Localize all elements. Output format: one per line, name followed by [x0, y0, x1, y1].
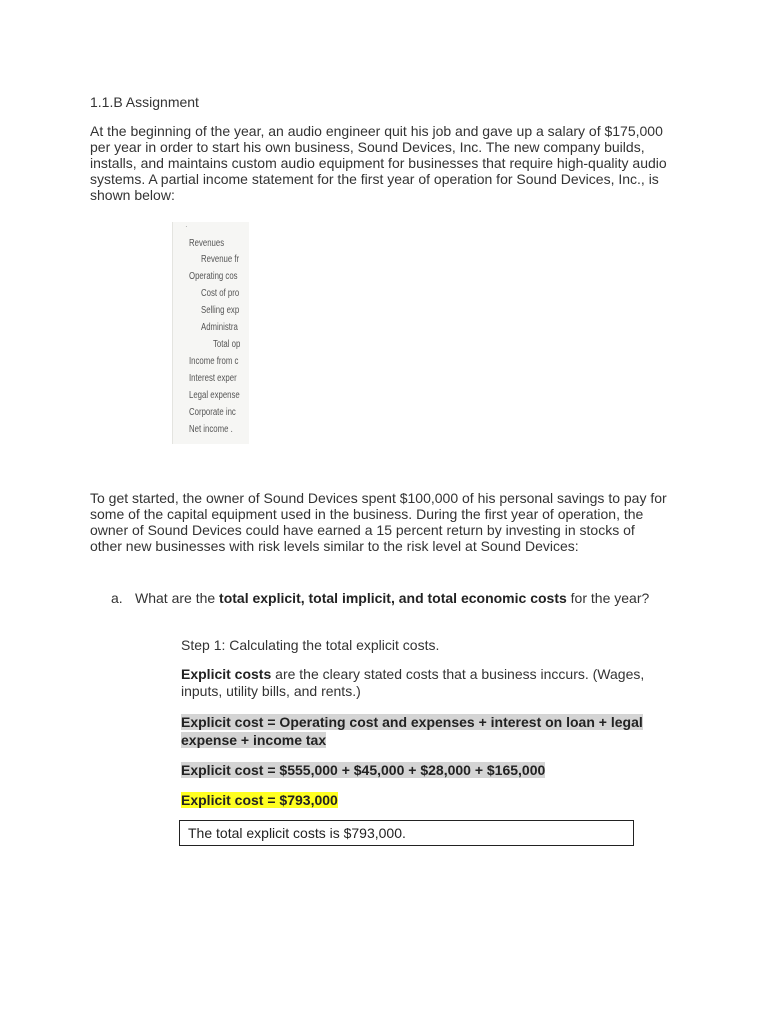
formula-result: Explicit cost = $793,000 — [181, 792, 338, 808]
statement-line: Revenues — [189, 238, 225, 249]
income-statement-image: · Revenues Revenue fr Operating cos Cost of pro Selling exp Administra Total op Income from c Interest exper Legal expense Corporate inc Net income . — [172, 222, 249, 444]
formula-general: Explicit cost = Operating cost and expenses + interest on loan + legal expense + income tax — [181, 714, 643, 748]
statement-line: Income from c — [189, 356, 239, 367]
context-paragraph: To get started, the owner of Sound Devices spent $100,000 of his personal savings to pay for some of the capital equipment used in the business. During the first year of operation, the owner of Sound Devices could have earned a 15 percent return by investing in stocks of other new businesses with risk levels similar to the risk level at Sound Devices: — [90, 490, 667, 554]
definition-term: Explicit costs — [181, 666, 272, 682]
intro-paragraph: At the beginning of the year, an audio engineer quit his job and gave up a salary of $175,000 per year in order to start his own business, Sound Devices, Inc. The new company builds, installs, and maintains custom audio equipment for businesses that require high-quality audio systems. A partial income statement for the first year of operation for Sound Devices, Inc., is shown below: — [90, 123, 667, 203]
assignment-title: 1.1.B Assignment — [90, 94, 199, 110]
statement-line: Operating cos — [189, 271, 238, 282]
statement-line: Revenue fr — [201, 254, 240, 265]
formula-values: Explicit cost = $555,000 + $45,000 + $28,000 + $165,000 — [181, 762, 546, 778]
statement-line: Legal expense — [189, 390, 240, 401]
step-heading: Step 1: Calculating the total explicit costs. — [181, 637, 440, 653]
answer-box: The total explicit costs is $793,000. — [179, 820, 634, 846]
question-letter: a. — [111, 590, 123, 606]
statement-line: Net income . — [189, 424, 233, 435]
statement-line: Administra — [201, 322, 238, 333]
statement-line: Cost of pro — [201, 288, 240, 299]
question-text: What are the total explicit, total implicit, and total economic costs for the year? — [135, 590, 650, 606]
statement-line: Selling exp — [201, 305, 240, 316]
statement-line: Corporate inc — [189, 407, 236, 418]
statement-line: Total op — [213, 339, 241, 350]
question-emphasis: total explicit, total implicit, and total economic costs — [219, 590, 567, 606]
definition-text: are the cleary stated costs that a business inccurs. (Wages, inputs, utility bills, and rents.) — [181, 666, 645, 699]
definition — [181, 666, 671, 700]
statement-line: Interest exper — [189, 373, 237, 384]
